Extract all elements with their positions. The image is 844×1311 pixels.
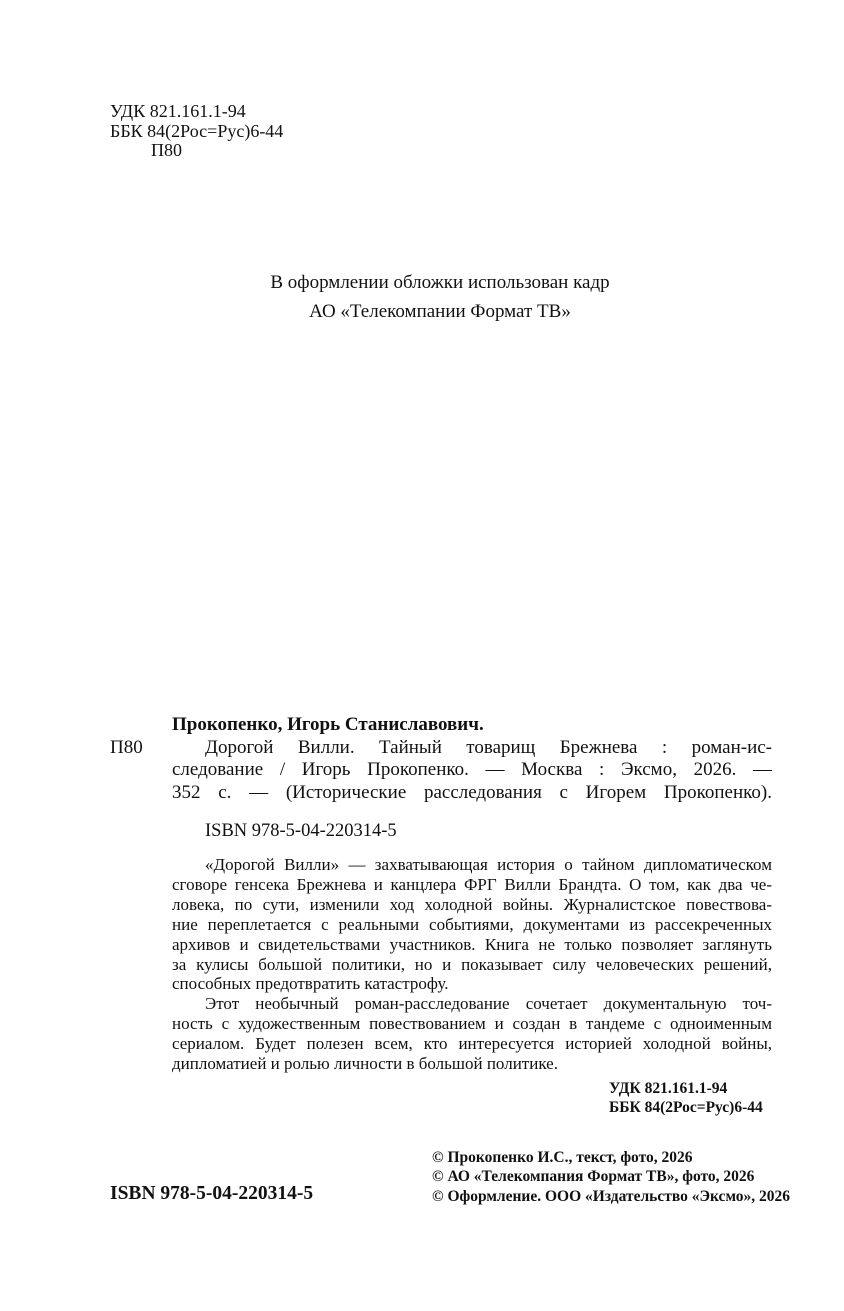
text-line: © Оформление. ООО «Издательство «Эксмо», 2026 bbox=[432, 1187, 791, 1205]
text-line: ловека, по сути, изменили ход холодной войны. Журналистское повествова- bbox=[172, 894, 772, 914]
text-line: © Прокопенко И.С., текст, фото, 2026 bbox=[432, 1149, 693, 1166]
top-classification-codes bbox=[110, 102, 283, 161]
bbk-code: ББК 84(2Рос=Рус)6-44 bbox=[110, 120, 284, 141]
text-line: 352 с. — (Исторические расследования с Игорем Прокопенко). bbox=[172, 781, 772, 803]
catalog-description bbox=[172, 737, 772, 805]
text-line: архивов и свидетельствами участников. Книга не только позволяет заглянуть bbox=[172, 934, 772, 954]
cover-credit bbox=[110, 269, 770, 326]
bottom-classification-codes bbox=[609, 1079, 763, 1117]
text-line: сговоре генсека Брежнева и канцлера ФРГ Вилли Брандта. О том, как два че- bbox=[172, 874, 772, 894]
bbk-code-bottom: ББК 84(2Рос=Рус)6-44 bbox=[609, 1099, 763, 1116]
catalog-isbn: ISBN 978-5-04-220314-5 bbox=[205, 821, 397, 841]
text-line: АО «Телекомпании Формат ТВ» bbox=[309, 300, 571, 322]
udk-code: УДК 821.161.1-94 bbox=[110, 101, 246, 121]
text-line: В оформлении обложки использован кадр bbox=[270, 272, 610, 293]
annotation-paragraph-1 bbox=[172, 855, 772, 994]
catalog-author: Прокопенко, Игорь Станиславович. bbox=[172, 714, 484, 735]
text-line: за кулисы большой политики, но и показывает силу человеческих решений, bbox=[172, 954, 772, 974]
catalog-margin-code: П80 bbox=[110, 737, 143, 758]
udk-code-bottom: УДК 821.161.1-94 bbox=[609, 1080, 728, 1097]
text-line: дипломатией и ролью личности в большой политике. bbox=[172, 1054, 558, 1074]
copyright-block bbox=[432, 1148, 790, 1206]
text-line: способных предотвратить катастрофу. bbox=[172, 974, 449, 994]
isbn-bottom: ISBN 978-5-04-220314-5 bbox=[110, 1183, 314, 1204]
text-line: сериалом. Будет полезен всем, кто интересуется историей холодной войны, bbox=[172, 1034, 772, 1054]
text-line: «Дорогой Вилли» — захватывающая история о тайном дипломатическом bbox=[205, 855, 772, 874]
text-line: ние переплетается с реальными событиями, документами из рассекреченных bbox=[172, 914, 772, 934]
text-line: ность с художественным повествованием и создан в тандеме с одноименным bbox=[172, 1014, 772, 1034]
text-line: Этот необычный роман-расследование сочетает документальную точ- bbox=[205, 994, 772, 1014]
author-sign-code: П80 bbox=[151, 140, 182, 160]
annotation-paragraph-2 bbox=[172, 994, 772, 1074]
text-line: © АО «Телекомпания Формат ТВ», фото, 2026 bbox=[432, 1168, 755, 1186]
annotation bbox=[172, 855, 772, 1074]
text-line: следование / Игорь Прокопенко. — Москва : Эксмо, 2026. — bbox=[172, 759, 772, 781]
text-line: Дорогой Вилли. Тайный товарищ Брежнева : роман-ис- bbox=[205, 736, 772, 758]
catalog-card bbox=[172, 714, 772, 804]
